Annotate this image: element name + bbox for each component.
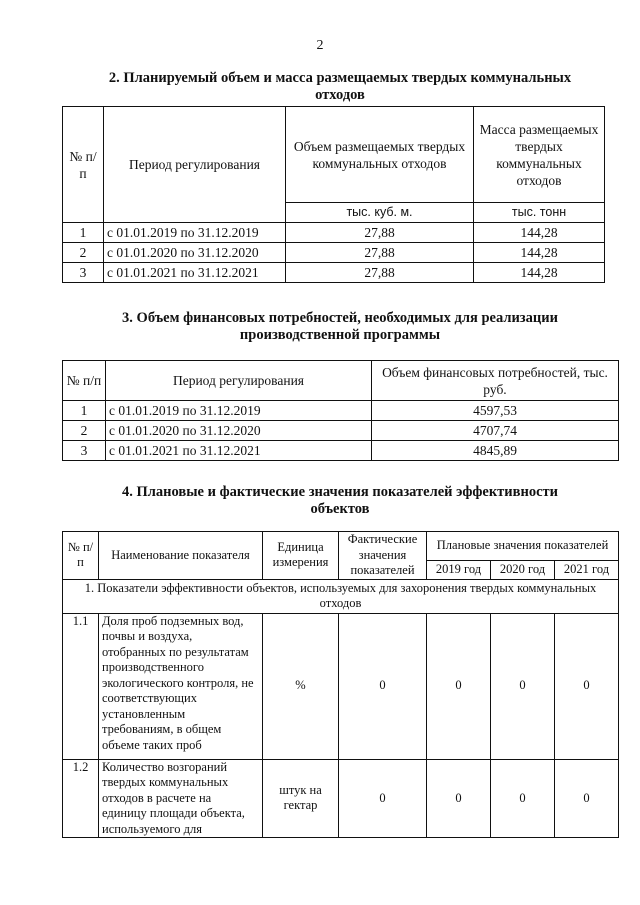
header-mass-unit: тыс. тонн [474, 203, 605, 223]
table-row [63, 243, 605, 263]
row-num: 3 [63, 263, 104, 283]
header-volume-unit: тыс. куб. м. [286, 203, 474, 223]
header-actual-values: Фактические значения показателей [339, 532, 427, 580]
row-plan-2020: 0 [491, 613, 555, 759]
row-num: 1 [63, 223, 104, 243]
row-plan-2020: 0 [491, 759, 555, 838]
row-num: 1.2 [63, 759, 99, 838]
header-year-2020: 2020 год [491, 561, 555, 579]
row-num: 1 [63, 401, 106, 421]
header-num: № п/п [63, 107, 104, 223]
row-mass: 144,28 [474, 223, 605, 243]
row-num: 2 [63, 243, 104, 263]
row-period: с 01.01.2021 по 31.12.2021 [106, 441, 372, 461]
row-mass: 144,28 [474, 263, 605, 283]
section-3-title-line1: 3. Объем финансовых потребностей, необходимых для реализации [122, 310, 558, 326]
section-3-title-line2: производственной программы [239, 327, 441, 343]
header-num: № п/п [63, 361, 106, 401]
financial-needs-table [62, 360, 619, 461]
row-period: с 01.01.2021 по 31.12.2021 [104, 263, 286, 283]
header-num: № п/п [63, 532, 99, 580]
header-year-2021: 2021 год [555, 561, 619, 579]
page-number: 2 [316, 38, 324, 53]
table-row [63, 441, 619, 461]
row-indicator-name: Доля проб подземных вод, почвы и воздуха, отобранных по результатам производственного экологического контроля, не соответствующих установленным требованиям, в общем объеме таких проб [99, 613, 263, 759]
table-row [63, 421, 619, 441]
section-4-title [60, 484, 620, 518]
row-period: с 01.01.2020 по 31.12.2020 [104, 243, 286, 263]
section-2-title-line2: отходов [315, 87, 365, 103]
header-unit: Единица измерения [263, 532, 339, 580]
table-row [63, 223, 605, 243]
header-mass: Масса размещаемых твердых коммунальных отходов [474, 107, 605, 203]
row-unit: штук на гектар [263, 759, 339, 838]
header-period: Период регулирования [104, 107, 286, 223]
row-mass: 144,28 [474, 243, 605, 263]
header-year-2019: 2019 год [427, 561, 491, 579]
row-period: с 01.01.2020 по 31.12.2020 [106, 421, 372, 441]
section-4-title-line1: 4. Плановые и фактические значения показателей эффективности [121, 484, 558, 500]
header-planned-values: Плановые значения показателей [427, 532, 619, 561]
section-3-title [60, 310, 620, 344]
waste-volume-mass-table [62, 106, 605, 283]
section-2-title-line1: 2. Планируемый объем и масса размещаемых твердых коммунальных [108, 70, 572, 86]
row-actual: 0 [339, 759, 427, 838]
row-num: 3 [63, 441, 106, 461]
header-volume: Объем размещаемых твердых коммунальных отходов [286, 107, 474, 203]
row-num: 2 [63, 421, 106, 441]
row-num: 1.1 [63, 613, 99, 759]
row-value: 4845,89 [372, 441, 619, 461]
table-row [63, 401, 619, 421]
row-plan-2021: 0 [555, 613, 619, 759]
row-actual: 0 [339, 613, 427, 759]
row-period: с 01.01.2019 по 31.12.2019 [104, 223, 286, 243]
efficiency-indicators-table [62, 531, 619, 838]
table-row [63, 759, 619, 838]
row-value: 4707,74 [372, 421, 619, 441]
row-plan-2019: 0 [427, 759, 491, 838]
row-period: с 01.01.2019 по 31.12.2019 [106, 401, 372, 421]
row-unit: % [263, 613, 339, 759]
header-financial-need: Объем финансовых потребностей, тыс. руб. [372, 361, 619, 401]
table-row [63, 263, 605, 283]
group-title: 1. Показатели эффективности объектов, используемых для захоронения твердых коммунальных отходов [63, 579, 619, 613]
row-plan-2021: 0 [555, 759, 619, 838]
row-volume: 27,88 [286, 243, 474, 263]
row-volume: 27,88 [286, 223, 474, 243]
table-row [63, 613, 619, 759]
section-4-title-line2: объектов [310, 501, 370, 517]
row-value: 4597,53 [372, 401, 619, 421]
header-period: Период регулирования [106, 361, 372, 401]
section-2-title [60, 70, 620, 104]
header-indicator-name: Наименование показателя [99, 532, 263, 580]
row-indicator-name: Количество возгораний твердых коммунальных отходов в расчете на единицу площади объекта, используемого для [99, 759, 263, 838]
row-volume: 27,88 [286, 263, 474, 283]
row-plan-2019: 0 [427, 613, 491, 759]
